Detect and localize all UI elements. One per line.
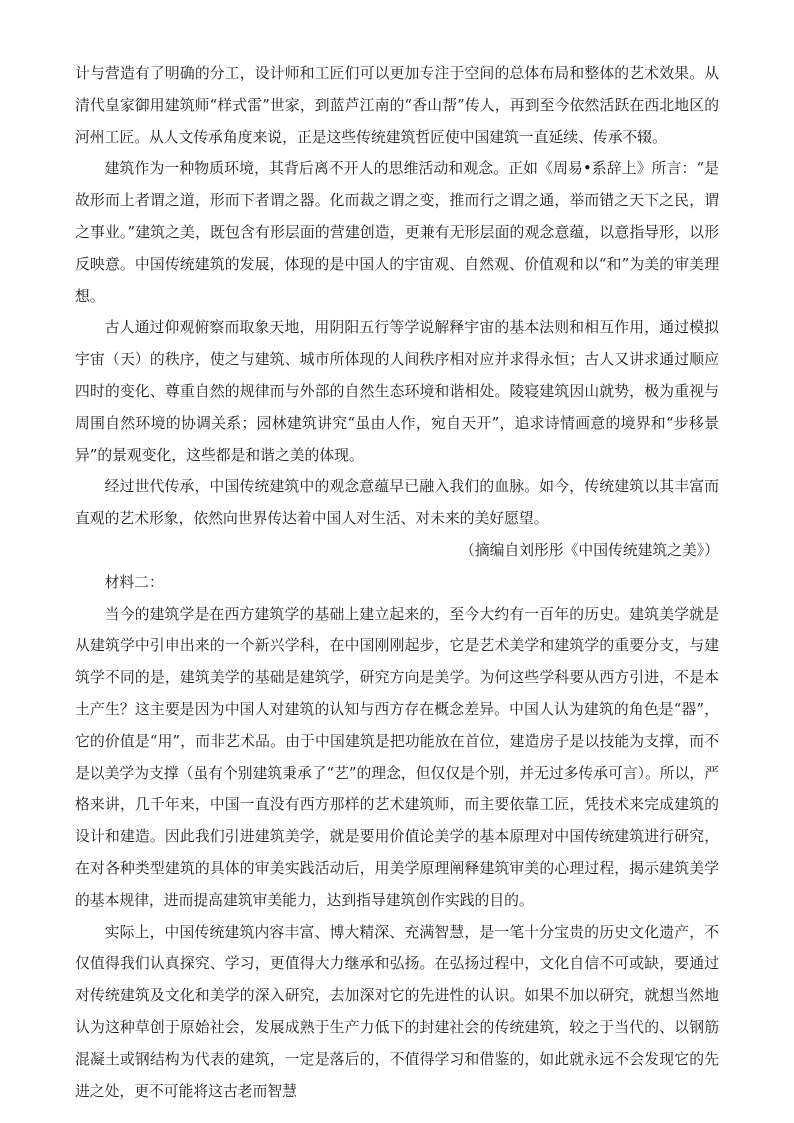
material-2-label: 材料二： <box>104 573 164 591</box>
document-page <box>75 58 719 1107</box>
paragraph-3: 古人通过仰观俯察而取象天地，用阴阳五行等学说解释宇宙的基本法则和相互作用，通过模拟宇宙（天）的秩序，使之与建筑、城市所体现的人间秩序相对应并求得永恒；古人又讲求通过顺应四时的变化、尊重自然的规律而与外部的自然生态环境和谐相处。陵寝建筑因山就势，极为重视与周围自然环境的协调关系；园林建筑讲究“虽由人作，宛自天开”，追求诗情画意的境界和“步移景异”的景观变化，这些都是和谐之美的体现。 <box>75 319 719 464</box>
paragraph-2: 建筑作为一种物质环境，其背后离不开人的思维活动和观念。正如《周易•系辞上》所言：“是故形而上者谓之道，形而下者谓之器。化而裁之谓之变，推而行之谓之通，举而错之天下之民，谓之事业。”建筑之美，既包含有形层面的营建创造，更兼有无形层面的观念意蕴，以意指导形，以形反映意。中国传统建筑的发展，体现的是中国人的宇宙观、自然观、价值观和以“和”为美的审美理想。 <box>75 160 719 305</box>
source-citation: （摘编自刘彤彤《中国传统建筑之美》） <box>460 541 719 559</box>
paragraph-6: 实际上，中国传统建筑内容丰富、博大精深、充满智慧，是一笔十分宝贵的历史文化遗产，不仅值得我们认真探究、学习，更值得大力继承和弘扬。在弘扬过程中，文化自信不可或缺，要通过对传统建筑及文化和美学的深入研究，去加深对它的先进性的认识。如果不加以研究，就想当然地认为这种草创于原始社会，发展成熟于生产力低下的封建社会的传统建筑，较之于当代的、以钢筋混凝土或钢结构为代表的建筑，一定是落后的，不值得学习和借鉴的，如此就永远不会发现它的先进之处，更不可能将这古老而智慧 <box>75 923 719 1100</box>
paragraph-4: 经过世代传承，中国传统建筑中的观念意蕴早已融入我们的血脉。如今，传统建筑以其丰富而直观的艺术形象，依然向世界传达着中国人对生活、对未来的美好愿望。 <box>75 478 719 528</box>
paragraph-1: 计与营造有了明确的分工，设计师和工匠们可以更加专注于空间的总体布局和整体的艺术效果。从清代皇家御用建筑师“样式雷”世家，到蓝芦江南的“香山帮”传人，再到至今依然活跃在西北地区的河州工匠。从人文传承角度来说，正是这些传统建筑哲匠使中国建筑一直延续、传承不辍。 <box>75 65 719 146</box>
paragraph-5: 当今的建筑学是在西方建筑学的基础上建立起来的，至今大约有一百年的历史。建筑美学就是从建筑学中引申出来的一个新兴学科，在中国刚刚起步，它是艺术美学和建筑学的重要分支，与建筑学不同的是，建筑美学的基础是建筑学，研究方向是美学。为何这些学科要从西方引进，不是本土产生？这主要是因为中国人对建筑的认知与西方存在概念差异。中国人认为建筑的角色是“器”，它的价值是“用”，而非艺术品。由于中国建筑是把功能放在首位，建造房子是以技能为支撑，而不是以美学为支撑（虽有个别建筑秉承了“艺”的理念，但仅仅是个别，并无过多传承可言）。所以，严格来讲，几千年来，中国一直没有西方那样的艺术建筑师，而主要依靠工匠，凭技术来完成建筑的设计和建造。因此我们引进建筑美学，就是要用价值论美学的基本原理对中国传统建筑进行研究，在对各种类型建筑的具体的审美实践活动后，用美学原理阐释建筑审美的心理过程，揭示建筑美学的基本规律，进而提高建筑审美能力，达到指导建筑创作实践的目的。 <box>75 605 719 909</box>
